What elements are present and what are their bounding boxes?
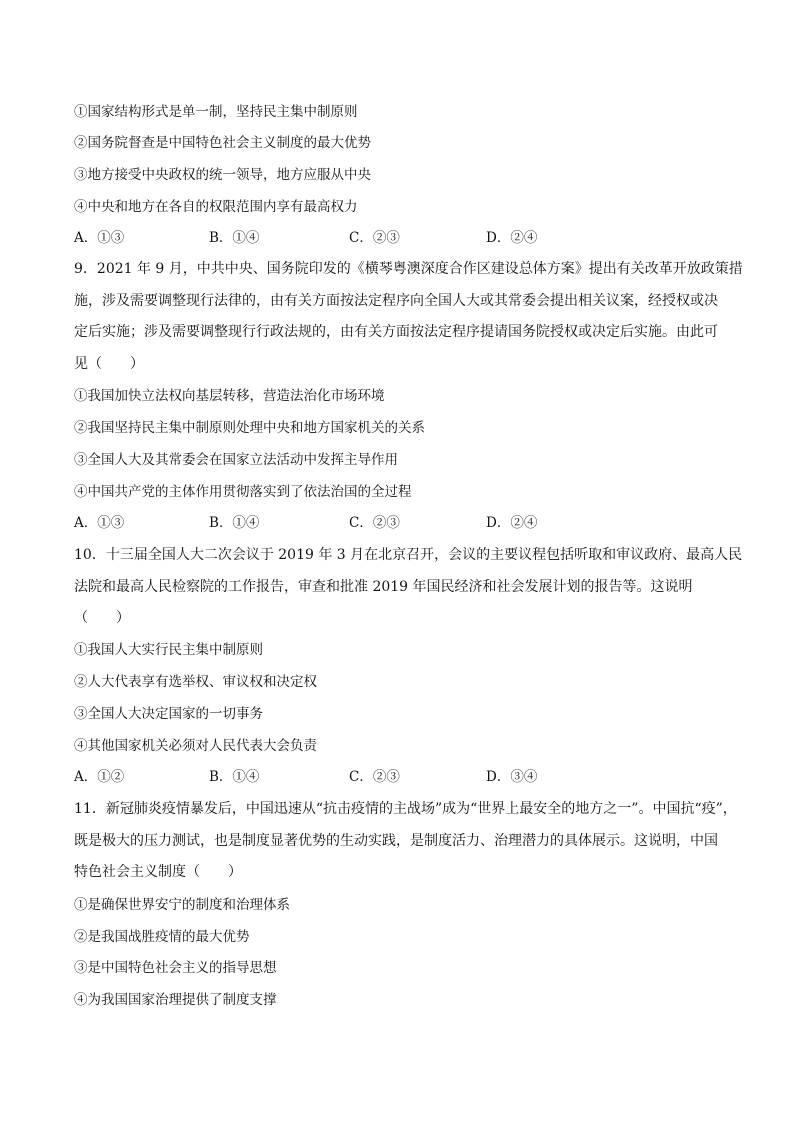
- q8-options: [74, 229, 714, 247]
- q8-statement-3: ③地方接受中央政权的统一领导，地方应服从中央: [74, 167, 371, 183]
- q11-statement-1: ①是确保世界安宁的制度和治理体系: [74, 897, 290, 913]
- q9-stem-line-4: 见（ ）: [74, 356, 144, 372]
- q10-stem-line-3: （ ）: [74, 610, 130, 626]
- q9-statement-2: ②我国坚持民主集中制原则处理中央和地方国家机关的关系: [74, 420, 425, 436]
- q11-stem-line-1: 11．新冠肺炎疫情暴发后，中国迅速从“抗击疫情的主战场”成为“世界上最安全的地方之一”。中国抗“疫”，: [74, 801, 737, 817]
- q10-statement-4: ④其他国家机关必须对人民代表大会负责: [74, 738, 317, 754]
- q9-statement-3: ③全国人大及其常委会在国家立法活动中发挥主导作用: [74, 452, 398, 468]
- q9-option-d: D．②④: [486, 515, 538, 531]
- q9-option-c: C．②③: [349, 515, 400, 531]
- q9-option-a: A．①③: [74, 515, 125, 531]
- q10-options: [74, 768, 714, 786]
- q9-stem-line-1: 9．2021 年 9 月，中共中央、国务院印发的《横琴粤澳深度合作区建设总体方案》提出有关改革开放政策措: [74, 261, 743, 277]
- q10-statement-3: ③全国人大决定国家的一切事务: [74, 706, 263, 722]
- q11-stem-line-3: 特色社会主义制度（ ）: [74, 864, 242, 880]
- q9-stem-line-2: 施，涉及需要调整现行法律的，由有关方面按法定程序向全国人大或其常委会提出相关议案，经授权或决: [74, 293, 718, 309]
- q11-statement-4: ④为我国国家治理提供了制度支撑: [74, 992, 277, 1008]
- q9-statement-4: ④中国共产党的主体作用贯彻落实到了依法治国的全过程: [74, 484, 412, 500]
- q8-option-d: D．②④: [486, 230, 538, 246]
- q8-option-c: C．②③: [349, 230, 400, 246]
- q10-stem-line-2: 法院和最高人民检察院的工作报告，审查和批准 2019 年国民经济和社会发展计划的报告等。这说明: [74, 579, 693, 595]
- q11-stem-line-2: 既是极大的压力测试，也是制度显著优势的生动实践，是制度活力、治理潜力的具体展示。这说明，中国: [74, 833, 718, 849]
- q8-statement-1: ①国家结构形式是单一制，坚持民主集中制原则: [74, 104, 358, 120]
- q10-stem-line-1: 10．十三届全国人大二次会议于 2019 年 3 月在北京召开，会议的主要议程包括听取和审议政府、最高人民: [74, 547, 743, 563]
- q8-statement-4: ④中央和地方在各自的权限范围内享有最高权力: [74, 199, 358, 215]
- q10-option-d: D．③④: [486, 769, 538, 785]
- q8-option-a: A．①③: [74, 230, 125, 246]
- q8-option-b: B．①④: [209, 230, 260, 246]
- q9-options: [74, 514, 714, 532]
- q10-option-c: C．②③: [349, 769, 400, 785]
- q10-statement-2: ②人大代表享有选举权、审议权和决定权: [74, 674, 317, 690]
- q11-statement-2: ②是我国战胜疫情的最大优势: [74, 929, 250, 945]
- q9-statement-1: ①我国加快立法权向基层转移，营造法治化市场环境: [74, 388, 385, 404]
- q8-statement-2: ②国务院督查是中国特色社会主义制度的最大优势: [74, 135, 371, 151]
- q10-option-a: A．①②: [74, 769, 125, 785]
- q9-option-b: B．①④: [209, 515, 260, 531]
- q11-statement-3: ③是中国特色社会主义的指导思想: [74, 960, 277, 976]
- q10-statement-1: ①我国人大实行民主集中制原则: [74, 642, 263, 658]
- q9-stem-line-3: 定后实施；涉及需要调整现行行政法规的，由有关方面按法定程序提请国务院授权或决定后实施。由此可: [74, 324, 718, 340]
- q10-option-b: B．①④: [209, 769, 260, 785]
